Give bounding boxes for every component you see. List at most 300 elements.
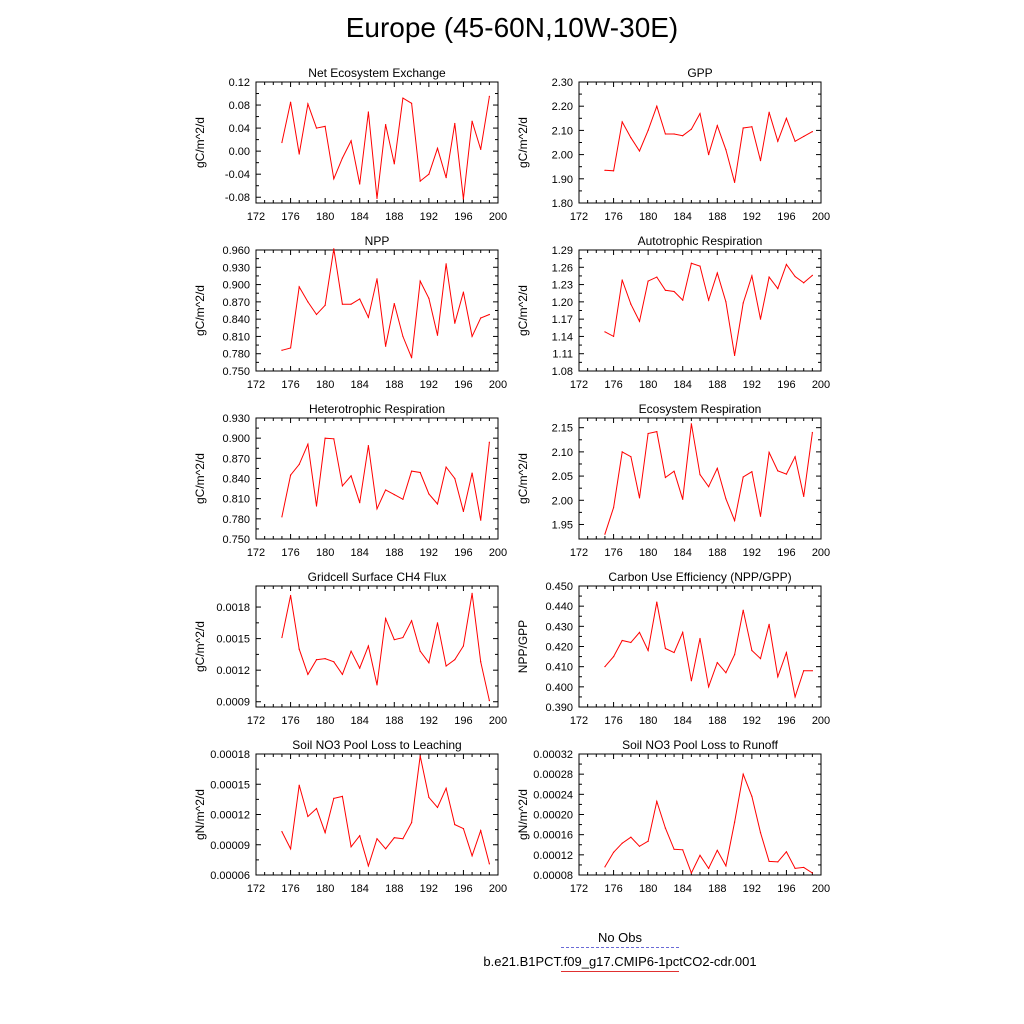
data-point bbox=[299, 286, 300, 287]
data-point bbox=[648, 281, 649, 282]
data-point bbox=[333, 178, 334, 179]
data-point bbox=[656, 801, 657, 802]
data-point bbox=[622, 451, 623, 452]
data-point bbox=[743, 610, 744, 611]
data-point bbox=[480, 317, 481, 318]
data-point bbox=[428, 662, 429, 663]
data-point bbox=[673, 471, 674, 472]
data-point bbox=[699, 855, 700, 856]
data-point bbox=[368, 445, 369, 446]
y-tick-label: 1.08 bbox=[551, 366, 573, 378]
data-point bbox=[604, 170, 605, 171]
x-tick-label: 180 bbox=[315, 379, 335, 391]
x-tick-label: 176 bbox=[281, 883, 300, 895]
data-point bbox=[446, 665, 447, 666]
data-point bbox=[708, 868, 709, 869]
data-point bbox=[316, 659, 317, 660]
data-point bbox=[786, 652, 787, 653]
data-point bbox=[333, 661, 334, 662]
data-point bbox=[786, 264, 787, 265]
x-tick-label: 184 bbox=[350, 211, 369, 223]
data-point bbox=[682, 300, 683, 301]
data-point bbox=[290, 595, 291, 596]
x-tick-label: 172 bbox=[569, 715, 589, 727]
y-tick-label: 0.870 bbox=[222, 296, 250, 309]
legend-entry-model-run bbox=[440, 954, 800, 972]
data-point bbox=[725, 301, 726, 302]
data-point bbox=[613, 507, 614, 508]
data-point bbox=[673, 849, 674, 850]
data-point bbox=[376, 278, 377, 279]
y-tick-label: 0.750 bbox=[222, 366, 250, 378]
data-point bbox=[333, 798, 334, 799]
data-point bbox=[446, 466, 447, 467]
chart-panel bbox=[516, 738, 830, 895]
x-tick-label: 200 bbox=[811, 211, 831, 223]
panel-title: Autotrophic Respiration bbox=[637, 234, 763, 248]
data-point bbox=[290, 848, 291, 849]
data-point bbox=[402, 98, 403, 99]
x-tick-label: 180 bbox=[315, 547, 335, 559]
data-point bbox=[769, 861, 770, 862]
data-point bbox=[717, 850, 718, 851]
data-point bbox=[691, 129, 692, 130]
data-point bbox=[402, 637, 403, 638]
data-point bbox=[665, 290, 666, 291]
data-point bbox=[428, 174, 429, 175]
data-point bbox=[454, 478, 455, 479]
y-tick-label: 0.00012 bbox=[210, 809, 250, 822]
data-point bbox=[394, 303, 395, 304]
x-tick-label: 172 bbox=[569, 547, 589, 559]
data-point bbox=[794, 868, 795, 869]
data-point bbox=[604, 666, 605, 667]
data-point bbox=[376, 508, 377, 509]
data-point bbox=[777, 141, 778, 142]
x-tick-label: 180 bbox=[638, 547, 658, 559]
series-line bbox=[605, 106, 813, 182]
y-tick-label: 0.00016 bbox=[533, 829, 573, 842]
data-point bbox=[786, 474, 787, 475]
x-tick-label: 188 bbox=[385, 883, 404, 895]
data-point bbox=[777, 288, 778, 289]
x-tick-label: 172 bbox=[569, 211, 589, 223]
y-tick-label: 0.0015 bbox=[216, 633, 250, 646]
x-tick-label: 196 bbox=[777, 379, 796, 391]
data-point bbox=[394, 837, 395, 838]
data-point bbox=[751, 796, 752, 797]
data-point bbox=[613, 336, 614, 337]
series-line bbox=[605, 602, 813, 697]
data-point bbox=[812, 131, 813, 132]
data-point bbox=[299, 153, 300, 154]
data-point bbox=[359, 298, 360, 299]
y-tick-label: 2.00 bbox=[551, 495, 573, 508]
x-tick-label: 176 bbox=[281, 211, 300, 223]
data-point bbox=[333, 438, 334, 439]
data-point bbox=[673, 652, 674, 653]
x-tick-label: 200 bbox=[488, 211, 508, 223]
data-point bbox=[786, 851, 787, 852]
data-point bbox=[290, 102, 291, 103]
x-tick-label: 188 bbox=[708, 379, 727, 391]
data-point bbox=[630, 642, 631, 643]
data-point bbox=[446, 263, 447, 264]
y-tick-label: 2.10 bbox=[551, 125, 573, 138]
data-point bbox=[717, 272, 718, 273]
data-point bbox=[699, 638, 700, 639]
y-tick-label: 0.12 bbox=[228, 77, 250, 89]
data-point bbox=[803, 867, 804, 868]
plot-frame bbox=[256, 250, 498, 371]
data-point bbox=[281, 831, 282, 832]
data-point bbox=[342, 674, 343, 675]
x-tick-label: 192 bbox=[742, 379, 762, 391]
x-tick-label: 188 bbox=[708, 211, 727, 223]
data-point bbox=[359, 183, 360, 184]
y-tick-label: 1.95 bbox=[551, 519, 573, 532]
x-tick-label: 200 bbox=[488, 715, 508, 727]
data-point bbox=[682, 135, 683, 136]
data-point bbox=[803, 282, 804, 283]
data-point bbox=[428, 298, 429, 299]
legend-label-no-obs: No Obs bbox=[597, 930, 643, 945]
data-point bbox=[734, 821, 735, 822]
panel-title: NPP bbox=[364, 234, 390, 248]
data-point bbox=[673, 133, 674, 134]
data-point bbox=[699, 266, 700, 267]
data-point bbox=[480, 520, 481, 521]
data-point bbox=[769, 452, 770, 453]
data-point bbox=[454, 123, 455, 124]
data-point bbox=[471, 121, 472, 122]
y-tick-label: -0.04 bbox=[224, 169, 250, 182]
x-tick-label: 176 bbox=[281, 715, 300, 727]
y-tick-label: 1.26 bbox=[551, 262, 573, 275]
x-tick-label: 196 bbox=[454, 379, 473, 391]
data-point bbox=[760, 160, 761, 161]
y-tick-label: 0.750 bbox=[222, 534, 250, 546]
x-tick-label: 180 bbox=[638, 211, 658, 223]
chart-panel bbox=[516, 66, 830, 223]
data-point bbox=[411, 620, 412, 621]
data-point bbox=[639, 846, 640, 847]
data-point bbox=[725, 498, 726, 499]
x-tick-label: 192 bbox=[742, 547, 762, 559]
data-point bbox=[376, 684, 377, 685]
y-tick-label: 0.00024 bbox=[533, 789, 573, 802]
chart-panel bbox=[193, 570, 507, 727]
y-tick-label: 2.20 bbox=[551, 101, 573, 114]
data-point bbox=[699, 113, 700, 114]
data-point bbox=[622, 279, 623, 280]
data-point bbox=[682, 849, 683, 850]
data-point bbox=[743, 302, 744, 303]
x-tick-label: 200 bbox=[811, 547, 831, 559]
data-point bbox=[803, 136, 804, 137]
data-point bbox=[489, 96, 490, 97]
y-tick-label: 2.10 bbox=[551, 446, 573, 459]
data-point bbox=[613, 656, 614, 657]
data-point bbox=[454, 323, 455, 324]
data-point bbox=[743, 774, 744, 775]
data-point bbox=[734, 182, 735, 183]
y-axis-label: gC/m^2/d bbox=[193, 117, 207, 168]
x-tick-label: 188 bbox=[385, 379, 404, 391]
x-tick-label: 184 bbox=[673, 547, 692, 559]
data-point bbox=[368, 865, 369, 866]
data-point bbox=[665, 648, 666, 649]
data-point bbox=[630, 137, 631, 138]
data-point bbox=[673, 291, 674, 292]
data-point bbox=[613, 170, 614, 171]
x-tick-label: 184 bbox=[350, 547, 369, 559]
y-tick-label: 2.05 bbox=[551, 471, 573, 484]
data-point bbox=[471, 855, 472, 856]
y-tick-label: 1.90 bbox=[551, 173, 573, 186]
page-title: Europe (45-60N,10W-30E) bbox=[345, 12, 679, 43]
data-point bbox=[471, 336, 472, 337]
data-point bbox=[639, 321, 640, 322]
x-tick-label: 200 bbox=[488, 883, 508, 895]
x-tick-label: 188 bbox=[708, 715, 727, 727]
data-point bbox=[656, 106, 657, 107]
data-point bbox=[342, 796, 343, 797]
data-point bbox=[630, 837, 631, 838]
data-point bbox=[682, 499, 683, 500]
y-tick-label: 0.00 bbox=[228, 146, 250, 159]
data-point bbox=[622, 121, 623, 122]
data-point bbox=[648, 650, 649, 651]
data-point bbox=[751, 650, 752, 651]
x-tick-label: 196 bbox=[454, 547, 473, 559]
x-tick-label: 196 bbox=[777, 883, 796, 895]
data-point bbox=[656, 276, 657, 277]
data-point bbox=[604, 534, 605, 535]
data-point bbox=[428, 797, 429, 798]
y-axis-label: NPP/GPP bbox=[516, 619, 530, 674]
data-point bbox=[648, 841, 649, 842]
data-point bbox=[437, 503, 438, 504]
plot-frame bbox=[579, 754, 821, 875]
x-tick-label: 200 bbox=[488, 547, 508, 559]
data-point bbox=[656, 431, 657, 432]
y-tick-label: 0.870 bbox=[222, 453, 250, 466]
data-point bbox=[463, 198, 464, 199]
data-point bbox=[281, 637, 282, 638]
data-point bbox=[420, 755, 421, 756]
y-tick-label: 0.810 bbox=[222, 493, 250, 506]
x-tick-label: 176 bbox=[281, 547, 300, 559]
data-point bbox=[359, 835, 360, 836]
x-tick-label: 172 bbox=[246, 211, 266, 223]
data-point bbox=[281, 516, 282, 517]
data-point bbox=[325, 658, 326, 659]
data-point bbox=[307, 816, 308, 817]
chart-panel bbox=[193, 738, 507, 895]
y-axis-label: gC/m^2/d bbox=[193, 621, 207, 672]
data-point bbox=[368, 645, 369, 646]
x-tick-label: 184 bbox=[350, 883, 369, 895]
data-point bbox=[420, 181, 421, 182]
data-point bbox=[411, 357, 412, 358]
data-point bbox=[734, 654, 735, 655]
y-tick-label: 0.780 bbox=[222, 348, 250, 361]
data-point bbox=[299, 464, 300, 465]
data-point bbox=[489, 863, 490, 864]
data-point bbox=[622, 843, 623, 844]
data-point bbox=[794, 456, 795, 457]
data-point bbox=[639, 497, 640, 498]
chart-panel bbox=[193, 234, 507, 391]
y-tick-label: 0.840 bbox=[222, 473, 250, 486]
data-point bbox=[437, 148, 438, 149]
data-point bbox=[743, 476, 744, 477]
y-tick-label: 0.420 bbox=[545, 641, 573, 654]
data-point bbox=[394, 163, 395, 164]
data-point bbox=[350, 651, 351, 652]
data-point bbox=[290, 347, 291, 348]
data-point bbox=[385, 489, 386, 490]
data-point bbox=[794, 141, 795, 142]
x-tick-label: 188 bbox=[385, 547, 404, 559]
y-tick-label: 2.00 bbox=[551, 149, 573, 162]
y-tick-label: 2.30 bbox=[551, 77, 573, 89]
x-tick-label: 180 bbox=[315, 883, 335, 895]
panel-title: Soil NO3 Pool Loss to Runoff bbox=[622, 738, 778, 752]
y-tick-label: 0.00020 bbox=[533, 809, 573, 822]
plot-frame bbox=[579, 586, 821, 707]
data-point bbox=[350, 140, 351, 141]
x-tick-label: 196 bbox=[454, 715, 473, 727]
y-tick-label: 0.960 bbox=[222, 245, 250, 257]
y-tick-label: 0.430 bbox=[545, 621, 573, 634]
data-point bbox=[682, 632, 683, 633]
y-tick-label: 0.00008 bbox=[533, 870, 573, 882]
panel-title: Net Ecosystem Exchange bbox=[308, 66, 446, 80]
y-tick-label: 0.00009 bbox=[210, 839, 250, 852]
y-axis-label: gC/m^2/d bbox=[193, 453, 207, 504]
data-point bbox=[630, 304, 631, 305]
y-tick-label: 0.440 bbox=[545, 601, 573, 614]
x-tick-label: 188 bbox=[385, 211, 404, 223]
data-point bbox=[691, 263, 692, 264]
series-line bbox=[605, 424, 813, 534]
data-point bbox=[307, 444, 308, 445]
data-point bbox=[725, 149, 726, 150]
y-tick-label: 1.11 bbox=[552, 348, 573, 361]
y-tick-label: 0.00032 bbox=[533, 749, 573, 761]
data-point bbox=[446, 788, 447, 789]
data-point bbox=[368, 317, 369, 318]
data-point bbox=[463, 291, 464, 292]
data-point bbox=[489, 700, 490, 701]
data-point bbox=[463, 511, 464, 512]
data-point bbox=[708, 154, 709, 155]
x-tick-label: 176 bbox=[604, 547, 623, 559]
x-tick-label: 176 bbox=[604, 379, 623, 391]
y-axis-label: gC/m^2/d bbox=[516, 117, 530, 168]
data-point bbox=[394, 494, 395, 495]
x-tick-label: 192 bbox=[419, 211, 439, 223]
data-point bbox=[794, 276, 795, 277]
y-tick-label: 0.00028 bbox=[533, 769, 573, 782]
x-tick-label: 188 bbox=[708, 547, 727, 559]
y-tick-label: 0.410 bbox=[545, 661, 573, 674]
data-point bbox=[743, 127, 744, 128]
data-point bbox=[420, 472, 421, 473]
x-tick-label: 184 bbox=[350, 715, 369, 727]
data-point bbox=[613, 852, 614, 853]
x-tick-label: 172 bbox=[246, 715, 266, 727]
x-tick-label: 184 bbox=[350, 379, 369, 391]
x-tick-label: 200 bbox=[811, 379, 831, 391]
x-tick-label: 172 bbox=[246, 547, 266, 559]
panel-title: Heterotrophic Respiration bbox=[308, 402, 446, 416]
y-tick-label: 0.390 bbox=[545, 702, 573, 714]
data-point bbox=[777, 676, 778, 677]
data-point bbox=[420, 281, 421, 282]
data-point bbox=[734, 355, 735, 356]
data-point bbox=[725, 672, 726, 673]
series-line bbox=[282, 756, 490, 866]
y-tick-label: 0.0012 bbox=[216, 665, 250, 678]
data-point bbox=[777, 470, 778, 471]
x-tick-label: 176 bbox=[281, 379, 300, 391]
x-tick-label: 192 bbox=[419, 883, 439, 895]
x-tick-label: 184 bbox=[673, 379, 692, 391]
data-point bbox=[751, 126, 752, 127]
legend-entry-no-obs bbox=[440, 930, 800, 948]
data-point bbox=[316, 314, 317, 315]
data-point bbox=[299, 649, 300, 650]
data-point bbox=[325, 438, 326, 439]
data-point bbox=[385, 124, 386, 125]
y-tick-label: 1.20 bbox=[551, 296, 573, 309]
y-tick-label: -0.08 bbox=[224, 192, 250, 205]
legend-line-no-obs bbox=[561, 947, 679, 948]
data-point bbox=[769, 624, 770, 625]
y-tick-label: 0.780 bbox=[222, 513, 250, 526]
data-point bbox=[760, 658, 761, 659]
data-point bbox=[665, 477, 666, 478]
x-tick-label: 180 bbox=[315, 211, 335, 223]
x-tick-label: 188 bbox=[708, 883, 727, 895]
x-tick-label: 176 bbox=[604, 883, 623, 895]
plot-frame bbox=[256, 754, 498, 875]
data-point bbox=[307, 301, 308, 302]
x-tick-label: 192 bbox=[742, 883, 762, 895]
x-tick-label: 196 bbox=[454, 211, 473, 223]
data-point bbox=[734, 520, 735, 521]
x-tick-label: 196 bbox=[777, 715, 796, 727]
chart-panel bbox=[516, 234, 830, 391]
data-point bbox=[760, 319, 761, 320]
data-point bbox=[316, 808, 317, 809]
data-point bbox=[463, 645, 464, 646]
data-point bbox=[316, 127, 317, 128]
data-point bbox=[402, 499, 403, 500]
data-point bbox=[648, 130, 649, 131]
data-point bbox=[437, 807, 438, 808]
legend-label-model-run: b.e21.B1PCT.f09_g17.CMIP6-1pctCO2-cdr.001 bbox=[483, 954, 757, 969]
data-point bbox=[691, 680, 692, 681]
x-tick-label: 192 bbox=[419, 379, 439, 391]
x-tick-label: 172 bbox=[569, 883, 589, 895]
data-point bbox=[394, 639, 395, 640]
data-point bbox=[717, 125, 718, 126]
series-line bbox=[605, 263, 813, 355]
